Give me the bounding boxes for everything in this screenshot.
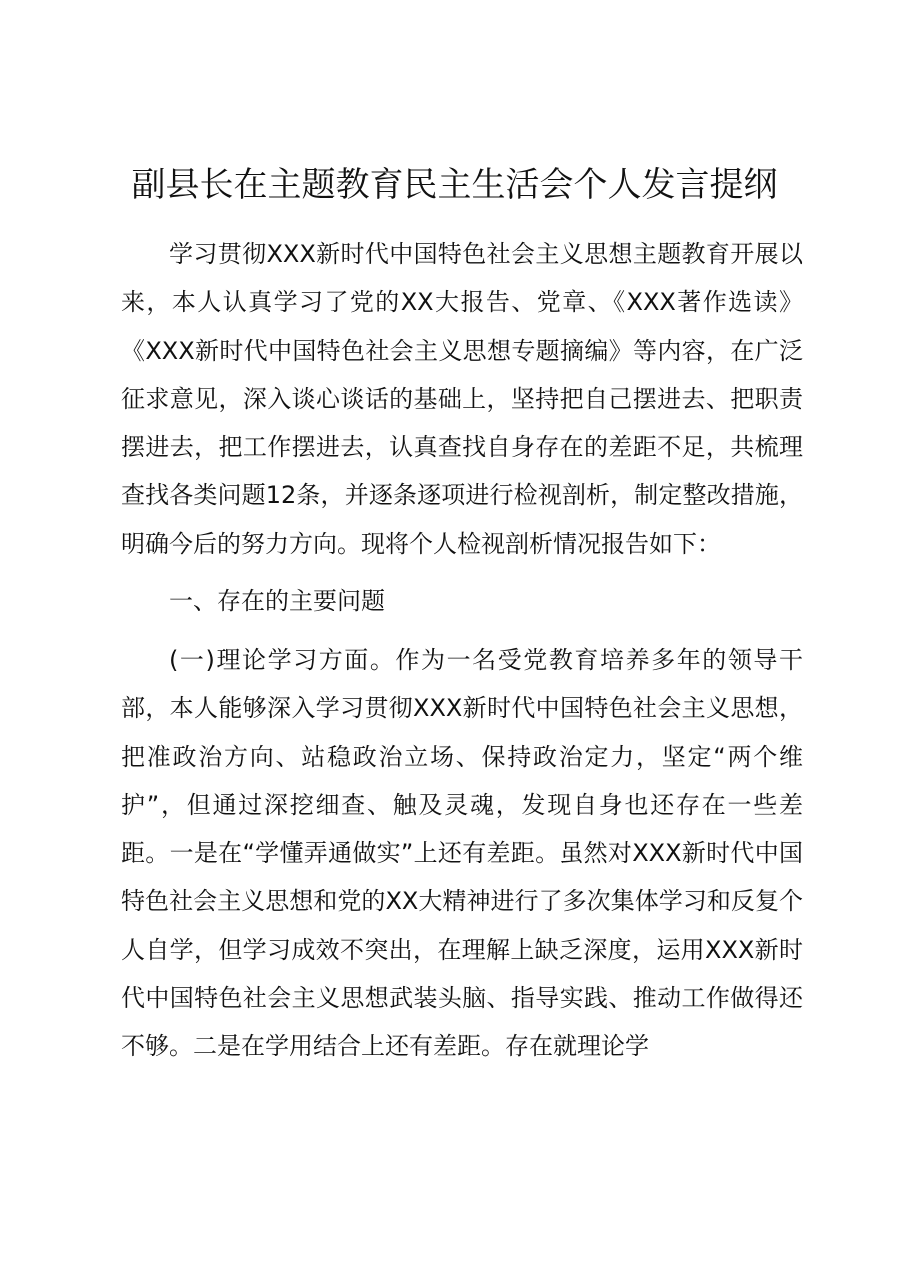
- theory-study-paragraph: (一)理论学习方面。作为一名受党教育培养多年的领导干部，本人能够深入学习贯彻XXX新时代中国特色社会主义思想，把准政治方向、站稳政治立场、保持政治定力，坚定“两个维护”，但通过深挖细查、触及灵魂，发现自身也还存在一些差距。一是在“学懂弄通做实”上还有差距。虽然对XXX新时代中国特色社会主义思想和党的XX大精神进行了多次集体学习和反复个人自学，但学习成效不突出，在理解上缺乏深度，运用XXX新时代中国特色社会主义思想武装头脑、指导实践、推动工作做得还不够。二是在学用结合上还有差距。存在就理论学: [121, 646, 803, 1060]
- intro-paragraph: 学习贯彻XXX新时代中国特色社会主义思想主题教育开展以来，本人认真学习了党的XX大报告、党章、《XXX著作选读》《XXX新时代中国特色社会主义思想专题摘编》等内容，在广泛征求意见，深入谈心谈话的基础上，坚持把自己摆进去、把职责摆进去，把工作摆进去，认真查找自身存在的差距不足，共梳理查找各类问题12条，并逐条逐项进行检视剖析，制定整改措施，明确今后的努力方向。现将个人检视剖析情况报告如下：: [121, 240, 803, 558]
- document-body: [121, 230, 803, 1070]
- section-heading: 一、存在的主要问题: [169, 586, 385, 615]
- document-title: 副县长在主题教育民主生活会个人发言提纲: [131, 165, 778, 205]
